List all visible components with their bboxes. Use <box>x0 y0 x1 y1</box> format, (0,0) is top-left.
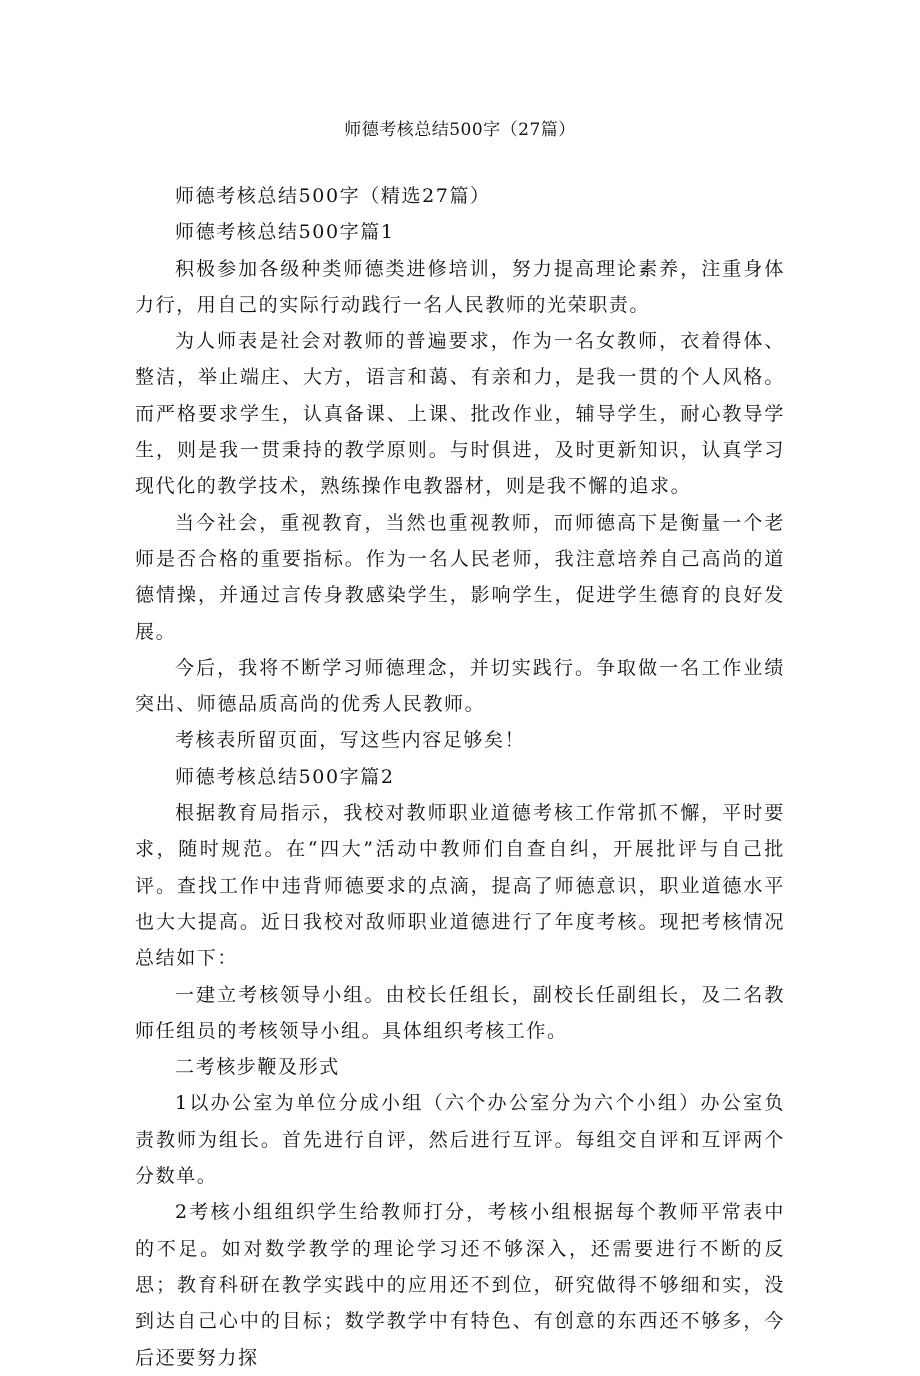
paragraph: 2考核小组组织学生给教师打分，考核小组根据每个教师平常表中的不足。如对数学教学的理论学习还不够深入，还需要进行不断的反思；教育科研在教学实践中的应用还不到位，研究做得不够细和实，没到达自己心中的目标；数学教学中有特色、有创意的东西还不够多，今后还要努力探 <box>135 1201 785 1369</box>
paragraph: 为人师表是社会对教师的普遍要求，作为一名女教师，衣着得体、整洁，举止端庄、大方，语言和蔼、有亲和力，是我一贯的个人风格。而严格要求学生，认真备课、上课、批改作业，辅导学生，耐心教导学生，则是我一贯秉持的教学原则。与时俱进，及时更新知识，认真学习现代化的教学技术，熟练操作电教器材，则是我不懈的追求。 <box>135 330 785 498</box>
section-heading-1: 师德考核总结500字篇1 <box>175 221 395 244</box>
paragraph: 积极参加各级种类师德类进修培训，努力提高理论素养，注重身体力行，用自己的实际行动践行一名人民教师的光荣职责。 <box>135 257 785 316</box>
section-heading-2: 师德考核总结500字篇2 <box>175 765 395 788</box>
paragraph: 今后，我将不断学习师德理念，并切实践行。争取做一名工作业绩突出、师德品质高尚的优秀人民教师。 <box>135 656 785 716</box>
paragraph: 一建立考核领导小组。由校长任组长，副校长任副组长，及二名教师任组员的考核领导小组。具体组织考核工作。 <box>135 983 785 1042</box>
paragraph: 根据教育局指示，我校对教师职业道德考核工作常抓不懈，平时要求，随时规范。在“四大”活动中教师们自查自纠，开展批评与自己批评。查找工作中违背师德要求的点滴，提高了师德意识，职业道德水平也大大提高。近日我校对敌师职业道德进行了年度考核。现把考核情况总结如下： <box>135 802 785 970</box>
paragraph: 考核表所留页面，写这些内容足够矣！ <box>175 729 526 752</box>
paragraph: 当今社会，重视教育，当然也重视教师，而师德高下是衡量一个老师是否合格的重要指标。作为一名人民老师，我注意培养自己高尚的道德情操，并通过言传身教感染学生，影响学生，促进学生德育的良好发展。 <box>135 511 785 643</box>
paragraph: 1以办公室为单位分成小组（六个办公室分为六个小组）办公室负责教师为组长。首先进行自评，然后进行互评。每组交自评和互评两个分数单。 <box>135 1092 785 1188</box>
document-title: 师德考核总结500字（27篇） <box>344 120 576 140</box>
document-body <box>135 178 785 1376</box>
paragraph: 二考核步鞭及形式 <box>175 1056 340 1079</box>
paragraph-subtitle: 师德考核总结500字（精选27篇） <box>175 185 491 207</box>
